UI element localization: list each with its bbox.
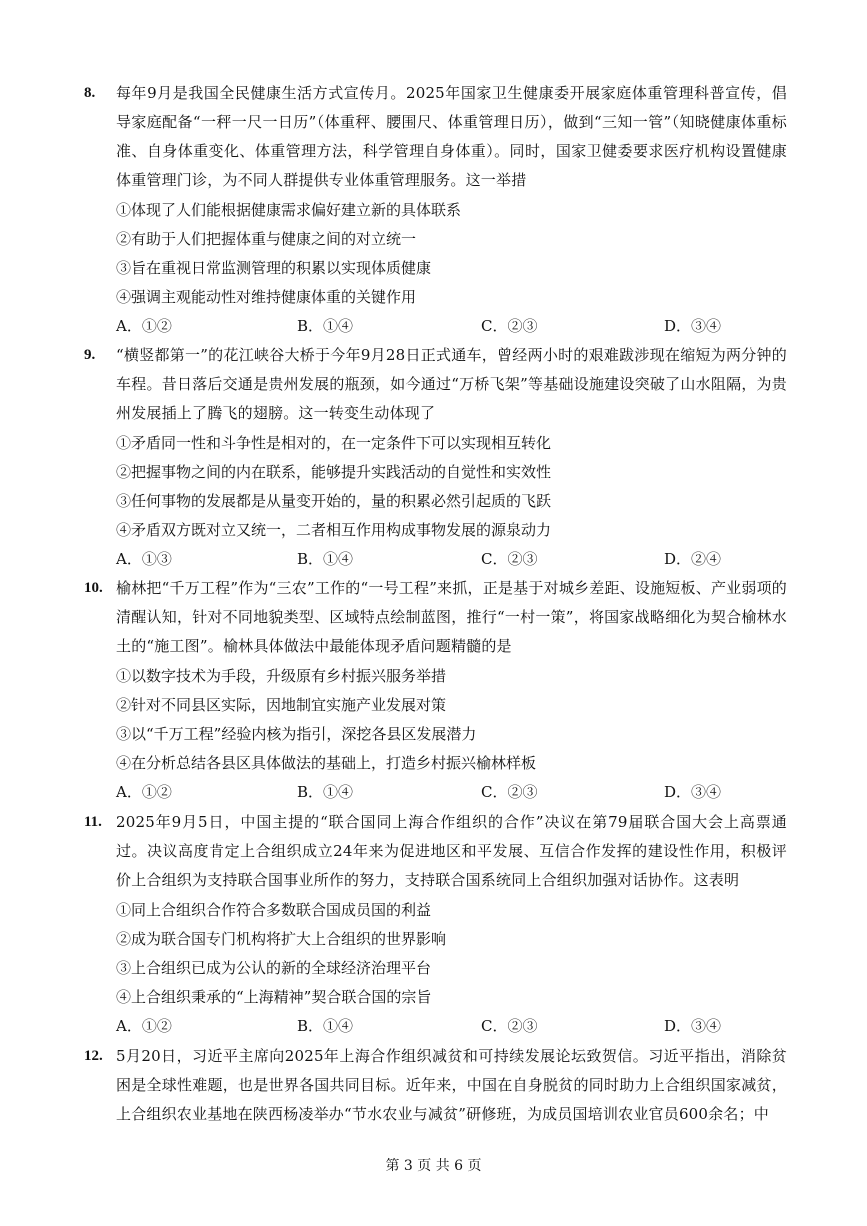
- statement-3: ③旨在重视日常监测管理的积累以实现体质健康: [116, 259, 432, 277]
- statement-4: ④在分析总结各县区具体做法的基础上，打造乡村振兴榆林样板: [116, 754, 537, 772]
- answer-choices: [116, 545, 787, 574]
- question-stem: [116, 341, 787, 428]
- choice-d: D．③④: [664, 1017, 722, 1035]
- choice-b: B．①④: [297, 783, 354, 801]
- choice-a: A．①②: [116, 317, 172, 335]
- statement-3: ③任何事物的发展都是从量变开始的，量的积累必然引起质的飞跃: [116, 492, 552, 510]
- answer-choices: [116, 778, 787, 807]
- question-number: 11.: [84, 814, 102, 830]
- choice-b: B．①④: [297, 1017, 354, 1035]
- choice-a: A．①②: [116, 1017, 172, 1035]
- answer-choices: [116, 312, 787, 341]
- statement-2: ②有助于人们把握体重与健康之间的对立统一: [116, 230, 417, 248]
- question-stem: [116, 574, 787, 661]
- statement-1: ①同上合组织合作符合多数联合国成员国的利益: [116, 901, 432, 919]
- statement-1: ①矛盾同一性和斗争性是相对的，在一定条件下可以实现相互转化: [116, 434, 552, 452]
- stem-text: 5月20日，习近平主席向2025年上海合作组织减贫和可持续发展论坛致贺信。习近平指出，消除贫困是全球性难题，也是世界各国共同目标。近年来，中国在自身脱贫的同时助力上合组织国家减贫，上合组织农业基地在陕西杨凌举办“节水农业与减贫”研修班，为成员国培训农业官员600余名；中: [116, 1047, 787, 1123]
- statement-4: ④强调主观能动性对维持健康体重的关键作用: [116, 288, 417, 306]
- statement-1: ①体现了人们能根据健康需求偏好建立新的具体联系: [116, 201, 462, 219]
- question-stem: [116, 79, 787, 195]
- choice-a: A．①②: [116, 783, 172, 801]
- question-number: 12.: [84, 1048, 103, 1064]
- statement-2: ②成为联合国专门机构将扩大上合组织的世界影响: [116, 930, 447, 948]
- choice-c: C．②③: [481, 550, 538, 568]
- answer-choices: [116, 1012, 787, 1041]
- statement-1: ①以数字技术为手段，升级原有乡村振兴服务举措: [116, 667, 447, 685]
- choice-d: D．②④: [664, 550, 722, 568]
- stem-text: 榆林把“千万工程”作为“三农”工作的“一号工程”来抓，正是基于对城乡差距、设施短板、产业弱项的清醒认知，针对不同地貌类型、区域特点绘制蓝图，推行“一村一策”，将国家战略细化为契合榆林水土的“施工图”。榆林具体做法中最能体现矛盾问题精髓的是: [116, 579, 787, 655]
- question-stem: [116, 1042, 787, 1129]
- question-stem: [116, 808, 787, 895]
- statement-3: ③以“千万工程”经验内核为指引，深挖各县区发展潜力: [116, 725, 477, 743]
- stem-text: “横竖都第一”的花江峡谷大桥于今年9月28日正式通车，曾经两小时的艰难跋涉现在缩短为两分钟的车程。昔日落后交通是贵州发展的瓶颈，如今通过“万桥飞架”等基础设施建设突破了山水阻隔，为贵州发展插上了腾飞的翅膀。这一转变生动体现了: [116, 346, 787, 422]
- page-footer: 第 3 页 共 6 页: [385, 1158, 482, 1174]
- question-number: 10.: [84, 580, 103, 596]
- statement-2: ②把握事物之间的内在联系，能够提升实践活动的自觉性和实效性: [116, 463, 552, 481]
- choice-a: A．①③: [116, 550, 172, 568]
- choice-d: D．③④: [664, 317, 722, 335]
- choice-c: C．②③: [481, 783, 538, 801]
- stem-text: 2025年9月5日，中国主提的“联合国同上海合作组织的合作”决议在第79届联合国大会上高票通过。决议高度肯定上合组织成立24年来为促进地区和平发展、互信合作发挥的建设性作用，积极评价上合组织为支持联合国事业所作的努力，支持联合国系统同上合组织加强对话协作。这表明: [116, 813, 787, 889]
- statement-4: ④矛盾双方既对立又统一，二者相互作用构成事物发展的源泉动力: [116, 521, 552, 539]
- question-number: 8.: [84, 85, 96, 101]
- stem-text: 每年9月是我国全民健康生活方式宣传月。2025年国家卫生健康委开展家庭体重管理科普宣传，倡导家庭配备“一秤一尺一日历”（体重秤、腰围尺、体重管理日历），做到“三知一管”（知晓健康体重标准、自身体重变化、体重管理方法，科学管理自身体重）。同时，国家卫健委要求医疗机构设置健康体重管理门诊，为不同人群提供专业体重管理服务。这一举措: [116, 84, 787, 189]
- choice-d: D．③④: [664, 783, 722, 801]
- choice-b: B．①④: [297, 550, 354, 568]
- question-number: 9.: [84, 347, 96, 363]
- statement-2: ②针对不同县区实际，因地制宜实施产业发展对策: [116, 696, 447, 714]
- statement-4: ④上合组织秉承的“上海精神”契合联合国的宗旨: [116, 988, 432, 1006]
- choice-b: B．①④: [297, 317, 354, 335]
- choice-c: C．②③: [481, 1017, 538, 1035]
- statement-3: ③上合组织已成为公认的新的全球经济治理平台: [116, 959, 432, 977]
- choice-c: C．②③: [481, 317, 538, 335]
